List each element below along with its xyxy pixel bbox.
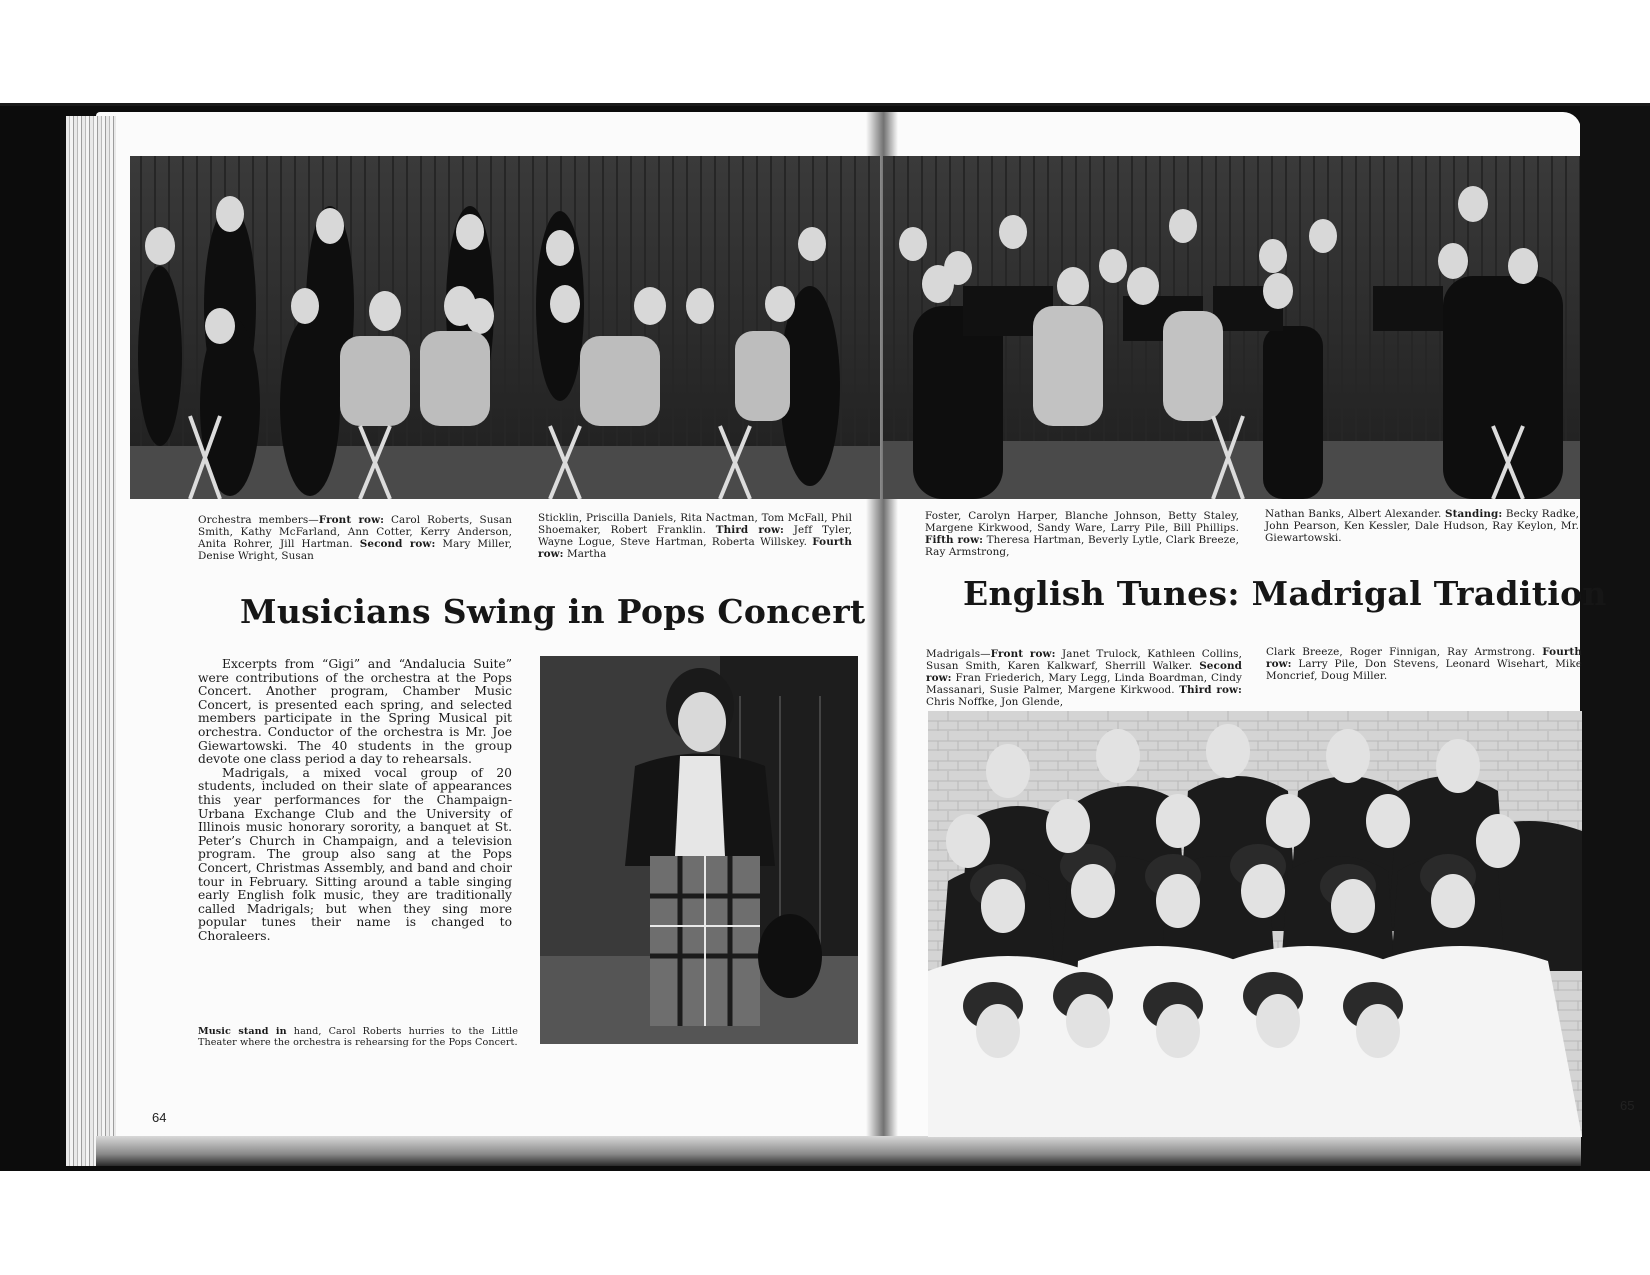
orchestra-caption-col2: Sticklin, Priscilla Daniels, Rita Nactman, Tom McFall, Phil Shoemaker, Robert Franklin. Third row: Jeff Tyler, Wayne Logue, Steve Hartman, Roberta Willskey. Fourth row: Martha (538, 512, 853, 560)
scan-right-edge (1580, 106, 1650, 1171)
page-number-right: 65 (1620, 1098, 1635, 1113)
orchestra-photo-right (883, 156, 1580, 499)
page-number-left: 64 (152, 1110, 167, 1125)
madrigals-caption-col1: Madrigals—Front row: Janet Trulock, Kathleen Collins, Susan Smith, Karen Kalkwarf, Sherrill Walker. Second row: Fran Friederich, Mary Legg, Linda Boardman, Cindy Massanari, Susie Palmer, Margene Kirkwood. Third row: Chris Noffke, Jon Glende, (926, 648, 1243, 708)
headline-musicians-swing: Musicians Swing in Pops Concert (240, 592, 866, 631)
page-edges-left (66, 116, 116, 1166)
article-paragraph: Excerpts from “Gigi” and “Andalucia Suite” were contributions of the orchestra at the Pops Concert. Another program, Chamber Music Concert, is presented each spring, and selected members participate in the Spring Musical pit orchestra. Conductor of the orchestra is Mr. Joe Giewartowski. The 40 students in the group devote one class period a day to rehearsals. (198, 657, 512, 767)
orchestra-caption-col3: Foster, Carolyn Harper, Blanche Johnson, Betty Staley, Margene Kirkwood, Sandy Ware, Larry Pile, Bill Phillips. Fifth row: Theresa Hartman, Beverly Lytle, Clark Breeze, Ray Armstrong, (925, 510, 1240, 558)
page-edges-bottom (96, 1136, 1581, 1166)
orchestra-caption-col1: Orchestra members—Front row: Carol Roberts, Susan Smith, Kathy McFarland, Ann Cotter, Kerry Anderson, Anita Rohrer, Jill Hartman. Second row: Mary Miller, Denise Wright, Susan (198, 514, 512, 562)
article-paragraph: Madrigals, a mixed vocal group of 20 students, included on their slate of appearances this year performances for the Champaign-Urbana Exchange Club and the University of Illinois music honorary sorority, a banquet at St. Peter’s Church in Champaign, and a television program. The group also sang at the Pops Concert, Christmas Assembly, and band and choir tour in February. Sitting around a table singing early English folk music, they are traditionally called Madrigals; but when they sing more popular tunes their name is changed to Choraleers. (198, 765, 512, 943)
carol-photo-caption: Music stand in hand, Carol Roberts hurries to the Little Theater where the orchestra is rehearsing for the Pops Concert. (198, 1026, 519, 1048)
article-body (198, 658, 512, 943)
headline-english-tunes: English Tunes: Madrigal Tradition (963, 574, 1607, 613)
orchestra-caption-col4: Nathan Banks, Albert Alexander. Standing: Becky Radke, John Pearson, Ken Kessler, Dale Hudson, Ray Keylon, Mr. Giewartowski. (1265, 508, 1579, 544)
orchestra-photo-left (130, 156, 880, 499)
carol-roberts-photo (540, 656, 858, 1044)
madrigals-group-photo (928, 711, 1582, 1137)
madrigals-caption-col2: Clark Breeze, Roger Finnigan, Ray Armstrong. Fourth row: Larry Pile, Don Stevens, Leonard Wisehart, Mike Moncrief, Doug Miller. (1266, 646, 1582, 682)
